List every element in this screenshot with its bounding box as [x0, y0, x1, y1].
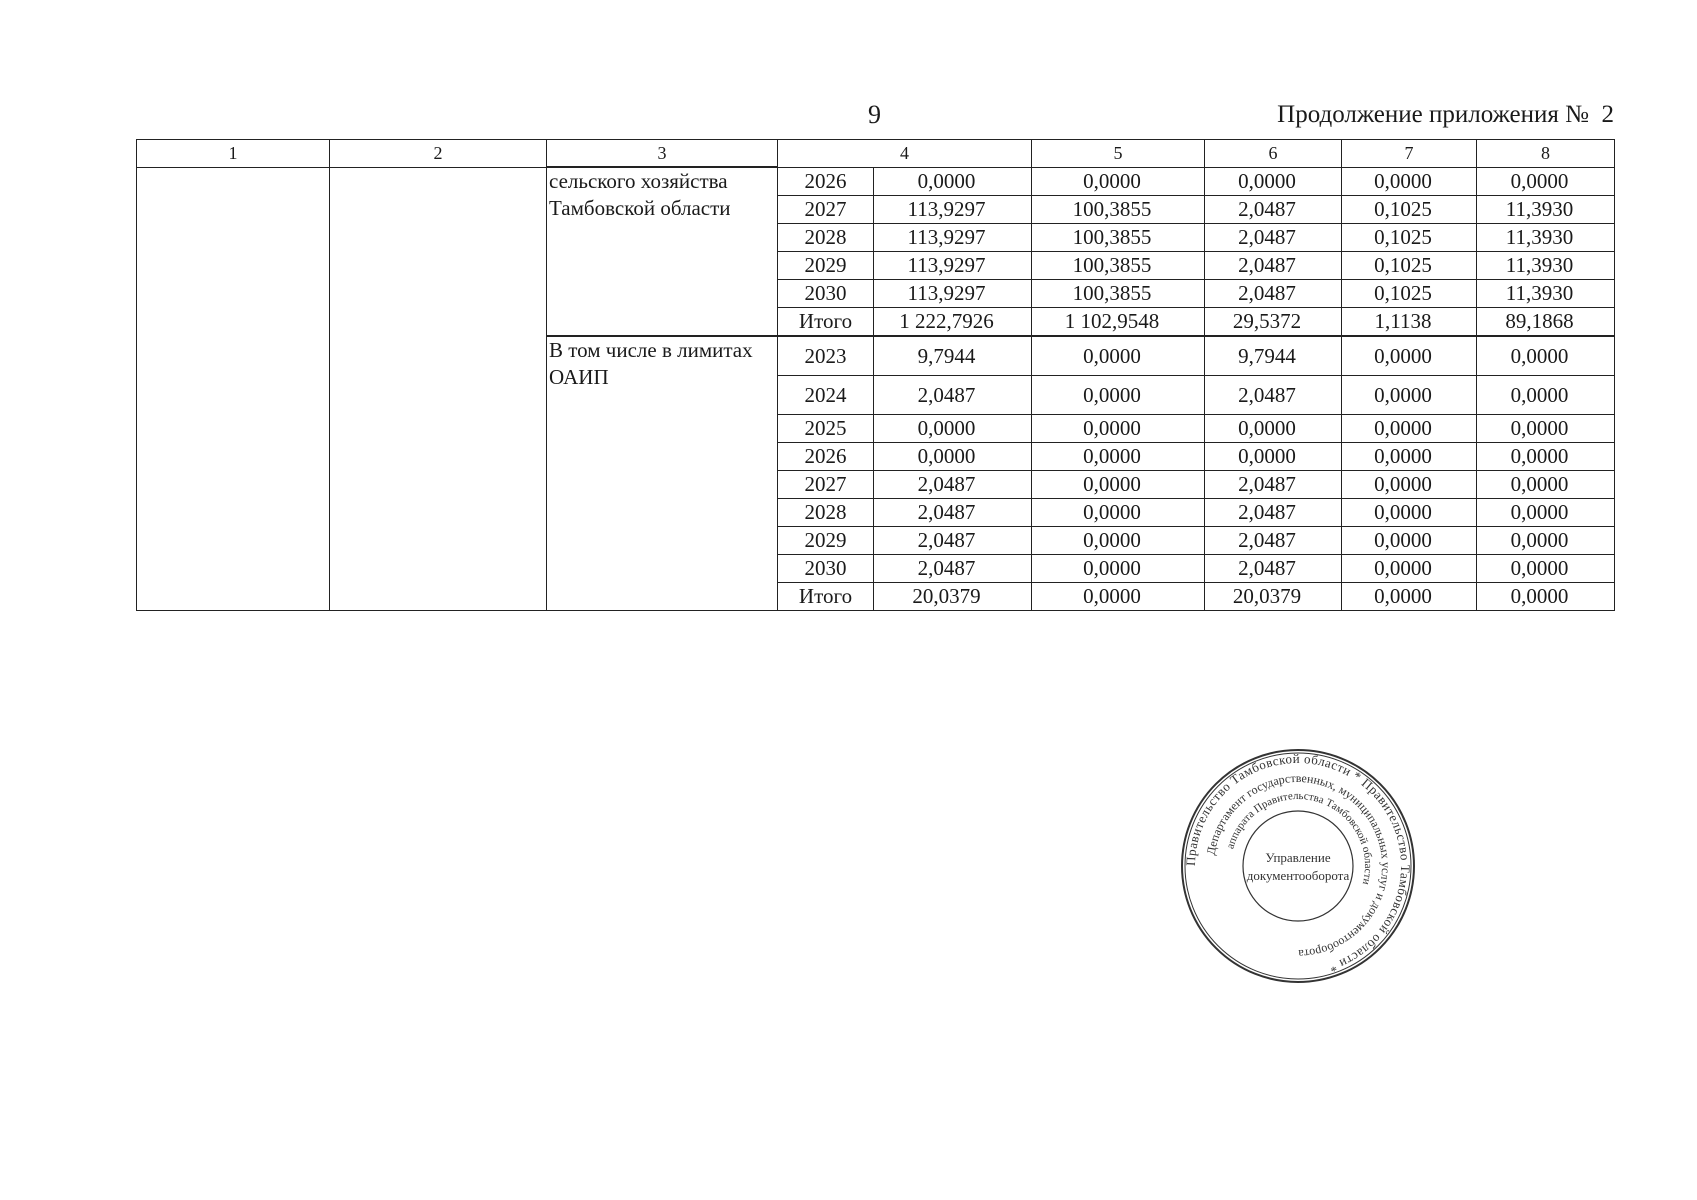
- value-cell-c6: 2,0487: [1205, 498, 1342, 526]
- year-cell: Итого: [778, 307, 874, 336]
- value-cell-c7: 0,0000: [1342, 582, 1477, 610]
- value-cell-c8: 0,0000: [1477, 442, 1615, 470]
- value-cell-c5: 0,0000: [1032, 554, 1205, 582]
- value-cell-c8: 11,3930: [1477, 223, 1615, 251]
- value-cell-c4: 113,9297: [874, 223, 1032, 251]
- value-cell-c5: 0,0000: [1032, 336, 1205, 376]
- header-row: [137, 140, 1615, 168]
- value-cell-c6: 29,5372: [1205, 307, 1342, 336]
- header-col-8: 8: [1477, 140, 1615, 168]
- group-label: В том числе в лимитах ОАИП: [547, 336, 778, 611]
- value-cell-c5: 100,3855: [1032, 279, 1205, 307]
- value-cell-c4: 113,9297: [874, 195, 1032, 223]
- header-col-2: 2: [330, 140, 547, 168]
- value-cell-c8: 0,0000: [1477, 336, 1615, 376]
- value-cell-c5: 0,0000: [1032, 375, 1205, 414]
- value-cell-c8: 0,0000: [1477, 582, 1615, 610]
- value-cell-c7: 0,0000: [1342, 414, 1477, 442]
- col2-blank: [330, 167, 547, 610]
- stamp-center-line2: документооборота: [1246, 868, 1350, 883]
- year-cell: 2026: [778, 167, 874, 195]
- group-label: сельского хозяйства Тамбовской области: [547, 167, 778, 336]
- value-cell-c5: 0,0000: [1032, 582, 1205, 610]
- value-cell-c4: 0,0000: [874, 167, 1032, 195]
- year-cell: 2029: [778, 526, 874, 554]
- value-cell-c7: 0,0000: [1342, 442, 1477, 470]
- value-cell-c6: 2,0487: [1205, 223, 1342, 251]
- value-cell-c5: 0,0000: [1032, 526, 1205, 554]
- header-col-1: 1: [137, 140, 330, 168]
- value-cell-c5: 0,0000: [1032, 414, 1205, 442]
- value-cell-c6: 2,0487: [1205, 554, 1342, 582]
- value-cell-c4: 2,0487: [874, 498, 1032, 526]
- value-cell-c5: 0,0000: [1032, 470, 1205, 498]
- continuation-label: Продолжение приложения № 2: [1277, 101, 1614, 128]
- year-cell: 2027: [778, 470, 874, 498]
- table-body: [137, 167, 1615, 610]
- value-cell-c5: 0,0000: [1032, 442, 1205, 470]
- year-cell: 2026: [778, 442, 874, 470]
- value-cell-c5: 100,3855: [1032, 195, 1205, 223]
- value-cell-c4: 2,0487: [874, 375, 1032, 414]
- value-cell-c8: 0,0000: [1477, 414, 1615, 442]
- value-cell-c4: 113,9297: [874, 251, 1032, 279]
- value-cell-c5: 100,3855: [1032, 223, 1205, 251]
- value-cell-c6: 0,0000: [1205, 414, 1342, 442]
- header-col-7: 7: [1342, 140, 1477, 168]
- value-cell-c8: 89,1868: [1477, 307, 1615, 336]
- value-cell-c8: 0,0000: [1477, 470, 1615, 498]
- year-cell: 2027: [778, 195, 874, 223]
- page-number: 9: [868, 100, 881, 129]
- stamp-outer-text: Правительство Тамбовской области * Правительство Тамбовской области *: [1182, 750, 1414, 976]
- value-cell-c8: 0,0000: [1477, 375, 1615, 414]
- value-cell-c5: 1 102,9548: [1032, 307, 1205, 336]
- value-cell-c7: 0,1025: [1342, 279, 1477, 307]
- value-cell-c7: 0,1025: [1342, 195, 1477, 223]
- year-cell: 2030: [778, 279, 874, 307]
- value-cell-c7: 0,0000: [1342, 336, 1477, 376]
- value-cell-c5: 0,0000: [1032, 167, 1205, 195]
- year-cell: 2028: [778, 223, 874, 251]
- value-cell-c7: 1,1138: [1342, 307, 1477, 336]
- value-cell-c7: 0,1025: [1342, 251, 1477, 279]
- budget-table: [136, 139, 1615, 611]
- value-cell-c6: 2,0487: [1205, 279, 1342, 307]
- value-cell-c6: 2,0487: [1205, 526, 1342, 554]
- value-cell-c4: 0,0000: [874, 414, 1032, 442]
- value-cell-c4: 2,0487: [874, 470, 1032, 498]
- value-cell-c8: 11,3930: [1477, 279, 1615, 307]
- value-cell-c8: 0,0000: [1477, 526, 1615, 554]
- value-cell-c7: 0,0000: [1342, 554, 1477, 582]
- value-cell-c7: 0,0000: [1342, 470, 1477, 498]
- value-cell-c4: 0,0000: [874, 442, 1032, 470]
- value-cell-c8: 11,3930: [1477, 251, 1615, 279]
- header-col-5: 5: [1032, 140, 1205, 168]
- stamp-inner-text: аппарата Правительства Тамбовской области: [1224, 789, 1375, 886]
- year-cell: Итого: [778, 582, 874, 610]
- table-row: [137, 167, 1615, 195]
- year-cell: 2024: [778, 375, 874, 414]
- value-cell-c6: 9,7944: [1205, 336, 1342, 376]
- value-cell-c6: 0,0000: [1205, 167, 1342, 195]
- value-cell-c4: 113,9297: [874, 279, 1032, 307]
- value-cell-c7: 0,0000: [1342, 526, 1477, 554]
- stamp-center-line1: Управление: [1265, 850, 1331, 865]
- value-cell-c4: 9,7944: [874, 336, 1032, 376]
- value-cell-c6: 2,0487: [1205, 375, 1342, 414]
- value-cell-c8: 0,0000: [1477, 554, 1615, 582]
- value-cell-c4: 1 222,7926: [874, 307, 1032, 336]
- value-cell-c5: 100,3855: [1032, 251, 1205, 279]
- value-cell-c6: 2,0487: [1205, 470, 1342, 498]
- value-cell-c6: 2,0487: [1205, 195, 1342, 223]
- year-cell: 2028: [778, 498, 874, 526]
- header-col-6: 6: [1205, 140, 1342, 168]
- year-cell: 2023: [778, 336, 874, 376]
- value-cell-c4: 2,0487: [874, 526, 1032, 554]
- col1-blank: [137, 167, 330, 610]
- value-cell-c7: 0,0000: [1342, 498, 1477, 526]
- value-cell-c8: 0,0000: [1477, 498, 1615, 526]
- value-cell-c7: 0,0000: [1342, 375, 1477, 414]
- value-cell-c6: 2,0487: [1205, 251, 1342, 279]
- year-cell: 2029: [778, 251, 874, 279]
- year-cell: 2025: [778, 414, 874, 442]
- value-cell-c8: 0,0000: [1477, 167, 1615, 195]
- value-cell-c8: 11,3930: [1477, 195, 1615, 223]
- official-stamp: [1178, 746, 1418, 986]
- stamp-middle-text: Департамент государственных, муниципальных услуг и документооборота: [1203, 770, 1394, 962]
- value-cell-c5: 0,0000: [1032, 498, 1205, 526]
- year-cell: 2030: [778, 554, 874, 582]
- value-cell-c7: 0,0000: [1342, 167, 1477, 195]
- value-cell-c4: 2,0487: [874, 554, 1032, 582]
- value-cell-c4: 20,0379: [874, 582, 1032, 610]
- header-col-3: 3: [547, 140, 778, 168]
- header-col-4: 4: [778, 140, 1032, 168]
- value-cell-c6: 0,0000: [1205, 442, 1342, 470]
- value-cell-c6: 20,0379: [1205, 582, 1342, 610]
- value-cell-c7: 0,1025: [1342, 223, 1477, 251]
